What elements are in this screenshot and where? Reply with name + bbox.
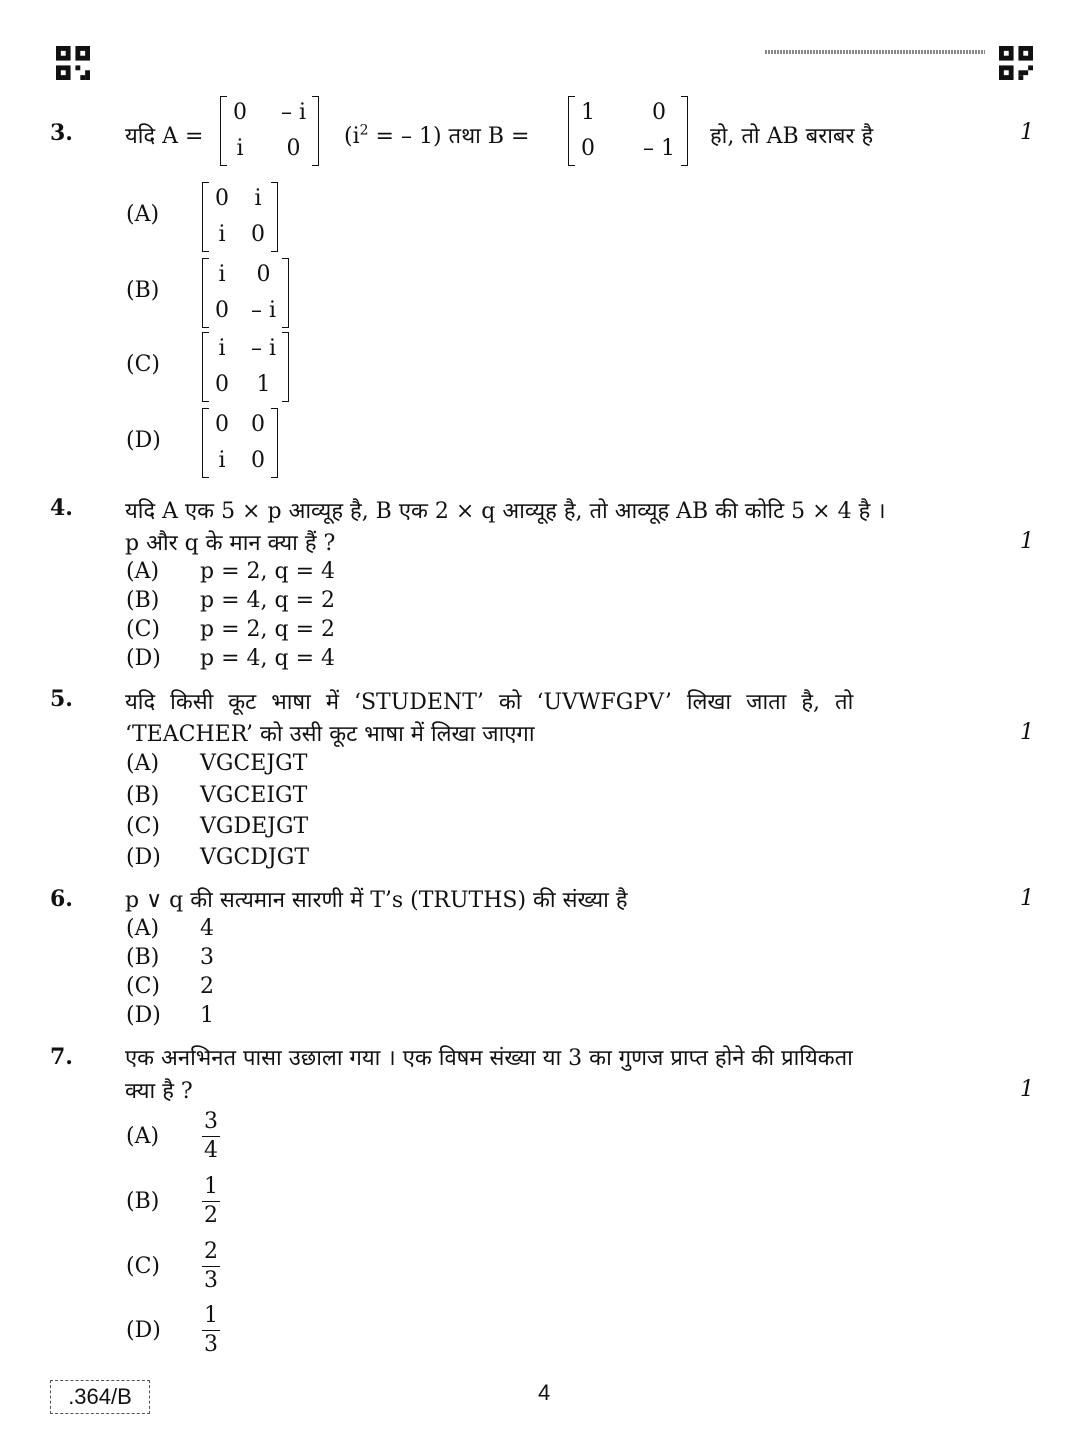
option-text: 4	[200, 916, 214, 941]
marks: 1	[1020, 529, 1034, 554]
page-number: 4	[538, 1380, 551, 1405]
option-fraction: 1 3	[204, 1303, 218, 1357]
option-label: (B)	[126, 278, 160, 303]
qr-code-icon	[999, 46, 1033, 80]
option-label: (C)	[126, 1254, 160, 1279]
question-text: p ∨ q की सत्यमान सारणी में T’s (TRUTHS) की संख्या है	[125, 888, 628, 913]
option-label: (D)	[126, 845, 161, 870]
option-label: (C)	[126, 352, 160, 377]
marks: 1	[1020, 720, 1034, 745]
option-label: (A)	[126, 202, 160, 227]
matrix-cell: – 1	[643, 136, 675, 161]
option-text: VGCDJGT	[200, 845, 310, 870]
marks: 1	[1020, 1077, 1034, 1102]
matrix-cell: 0	[581, 136, 595, 161]
question-text: एक अनभिनत पासा उछाला गया । एक विषम संख्या या 3 का गुणज प्राप्त होने की प्रायिकता	[125, 1046, 853, 1071]
matrix-cell: 1	[581, 100, 595, 125]
option-matrix: 0 i i 0	[202, 182, 278, 252]
option-fraction: 1 2	[204, 1174, 218, 1228]
matrix-cell: i	[236, 136, 244, 161]
option-matrix: i 0 0 – i	[202, 258, 289, 328]
matrix-cell: – i	[281, 100, 307, 125]
matrix-cell: 0	[652, 100, 666, 125]
question-number: 4.	[50, 495, 73, 521]
option-label: (A)	[126, 1124, 160, 1149]
option-fraction: 3 4	[204, 1109, 218, 1163]
question-text: हो, तो AB बराबर है	[710, 124, 874, 149]
question-number: 6.	[50, 886, 73, 912]
option-text: VGCEIGT	[200, 783, 308, 808]
option-text: VGCEJGT	[200, 751, 308, 776]
question-text: यदि A एक 5 × p आव्यूह है, B एक 2 × q आव्यूह है, तो आव्यूह AB की कोटि 5 × 4 है ।	[125, 499, 886, 524]
security-microtext	[765, 50, 985, 54]
option-label: (D)	[126, 428, 161, 453]
paper-code: .364/B	[50, 1380, 150, 1414]
question-text: यदि A =	[125, 124, 204, 149]
matrix-cell: 0	[286, 136, 301, 161]
question-number: 7.	[50, 1044, 73, 1070]
option-text: 1	[200, 1003, 214, 1028]
option-matrix: 0 0 i 0	[202, 408, 278, 478]
option-label: (A)	[126, 559, 160, 584]
question-number: 3.	[50, 120, 73, 146]
question-text: यदि किसी कूट भाषा में ‘STUDENT’ को ‘UVWFGPV’ लिखा जाता है, तो	[125, 690, 854, 715]
option-fraction: 2 3	[204, 1239, 218, 1293]
marks: 1	[1020, 120, 1034, 145]
option-label: (D)	[126, 1318, 161, 1343]
question-text: ‘TEACHER’ को उसी कूट भाषा में लिखा जाएगा	[125, 722, 535, 747]
option-matrix: i – i 0 1	[202, 332, 289, 402]
option-text: 2	[200, 974, 214, 999]
option-label: (D)	[126, 1003, 161, 1028]
option-label: (B)	[126, 783, 160, 808]
qr-code-icon	[56, 46, 90, 80]
matrix-a	[220, 96, 319, 166]
question-text: क्या है ?	[125, 1079, 193, 1104]
matrix-cell: 0	[233, 100, 247, 125]
option-text: 3	[200, 945, 214, 970]
marks: 1	[1020, 886, 1034, 911]
option-label: (C)	[126, 814, 160, 839]
option-text: p = 2, q = 2	[200, 617, 335, 642]
option-label: (C)	[126, 974, 160, 999]
question-number: 5.	[50, 686, 73, 712]
option-label: (A)	[126, 751, 160, 776]
question-text: p और q के मान क्या हैं ?	[125, 531, 336, 556]
option-text: VGDEJGT	[200, 814, 309, 839]
option-label: (C)	[126, 617, 160, 642]
matrix-b	[568, 96, 688, 166]
option-label: (B)	[126, 588, 160, 613]
question-condition: ($i^2$ = – 1) तथा B =	[344, 122, 530, 149]
option-text: p = 4, q = 2	[200, 588, 335, 613]
option-text: p = 2, q = 4	[200, 559, 335, 584]
option-label: (D)	[126, 646, 161, 671]
option-label: (B)	[126, 945, 160, 970]
option-label: (A)	[126, 916, 160, 941]
option-text: p = 4, q = 4	[200, 646, 335, 671]
option-label: (B)	[126, 1189, 160, 1214]
